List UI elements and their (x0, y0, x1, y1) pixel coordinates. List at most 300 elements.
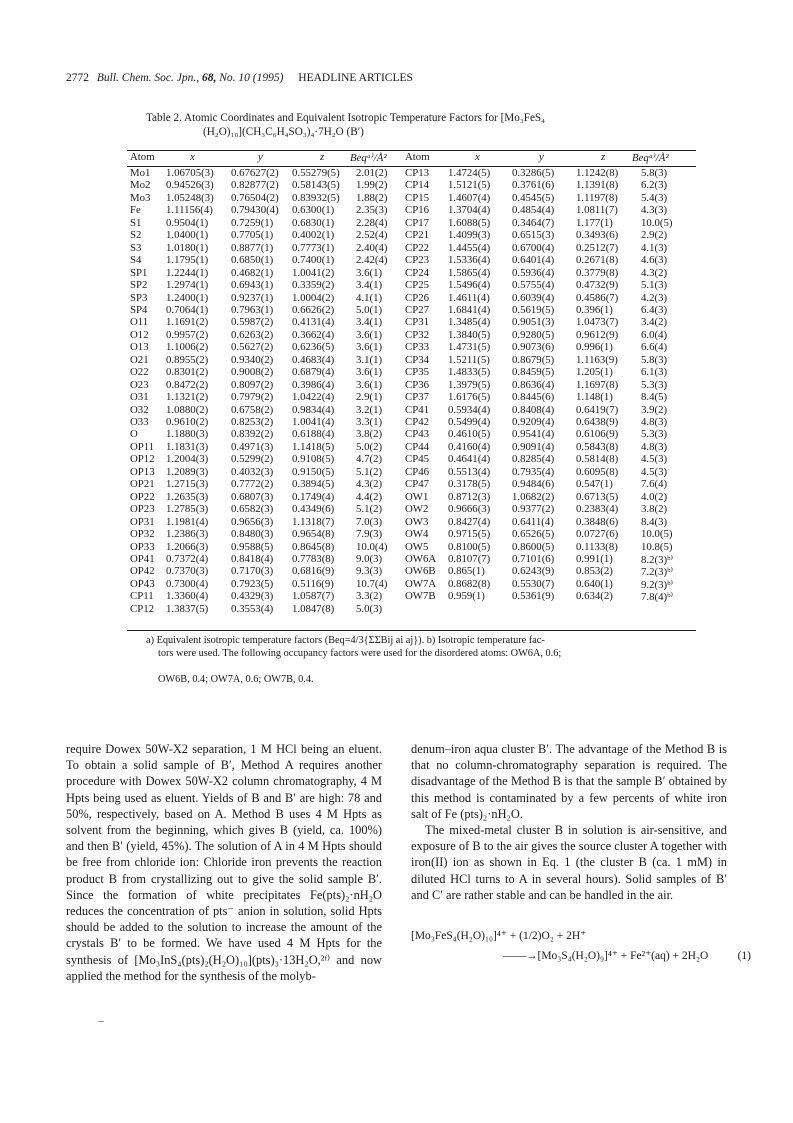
cell-x-2: 1.5496(4) (448, 279, 491, 292)
cell-y: 0.9008(2) (231, 366, 274, 379)
cell-y-2: 0.8636(4) (512, 378, 555, 391)
cell-beq: 3.3(1) (356, 416, 383, 428)
cell-y: 0.79430(4) (231, 204, 279, 217)
cell-x-2: 0.8107(7) (448, 552, 491, 565)
cell-beq: 3.3(2) (356, 590, 383, 603)
cell-atom-2: CP33 (405, 341, 430, 354)
cell-y-2: 0.8600(5) (512, 540, 555, 553)
cell-beq-2: 5.8(3) (641, 353, 668, 366)
cell-z-2: 0.3848(6) (576, 515, 619, 528)
cell-y: 0.76504(2) (231, 191, 279, 204)
cell-beq: 4.3(2) (356, 478, 383, 491)
cell-z-2: 1.1391(8) (576, 179, 619, 192)
cell-beq: 10.0(4) (356, 540, 388, 553)
cell-atom-2: OW6B (405, 565, 436, 578)
cell-z: 1.0041(4) (292, 416, 335, 428)
equation-line1: [Mo₃FeS₄(H₂O)₁₀]⁴⁺ + (1/2)O₂ + 2H⁺ (411, 930, 587, 942)
cell-atom: Mo1 (130, 167, 151, 179)
cell-beq: 10.7(4) (356, 577, 388, 590)
cell-y-2: 0.7101(6) (512, 552, 555, 565)
col-header-y: y (258, 151, 263, 163)
col-header-y-2: y (539, 151, 544, 163)
cell-x: 1.2785(3) (166, 503, 209, 516)
cell-beq-2: 8.4(3) (641, 515, 668, 528)
cell-beq: 2.28(4) (356, 216, 388, 229)
cell-x: 0.8955(2) (166, 353, 209, 366)
cell-x-2: 0.959(1) (448, 590, 485, 603)
cell-x-2: 1.5865(4) (448, 266, 491, 279)
cell-y: 0.3553(4) (231, 602, 274, 615)
cell-beq-2: 6.0(4) (641, 328, 668, 341)
cell-atom-2: CP46 (405, 465, 430, 478)
cell-y: 0.7923(5) (231, 577, 274, 590)
cell-y-2: 0.3464(7) (512, 216, 555, 229)
cell-beq-2: 3.4(2) (641, 316, 668, 329)
cell-beq-2: 5.8(3) (641, 167, 668, 179)
cell-beq: 3.2(1) (356, 403, 383, 416)
cell-y-2: 0.8285(4) (512, 453, 555, 466)
cell-x-2: 0.9666(3) (448, 503, 491, 516)
cell-x-2: 0.5513(4) (448, 465, 491, 478)
cell-beq: 3.4(1) (356, 316, 383, 329)
cell-z: 0.7400(1) (292, 254, 335, 267)
cell-z-2: 0.640(1) (576, 577, 613, 590)
cell-atom: OP32 (130, 528, 155, 541)
cell-x: 0.8472(2) (166, 378, 209, 391)
cell-x: 1.2386(3) (166, 528, 209, 541)
cell-z: 0.83932(5) (292, 191, 340, 204)
right-paragraph-2: The mixed-metal cluster B in solution is air-sensitive, and exposure of B to the air gives the source cluster A together with iron(II) ion as shown in Eq. 1 (the cluster B (ca. 1 mM) in diluted HCl turns to A in several hours). Solid samples of B′ and C′ are rather stable and can be handled in the air. (411, 823, 727, 902)
cell-atom: OP41 (130, 552, 155, 565)
cell-x: 1.2004(3) (166, 453, 209, 466)
cell-beq-2: 5.4(3) (641, 191, 668, 204)
cell-atom: OP23 (130, 503, 155, 516)
cell-y: 0.4032(3) (231, 465, 274, 478)
cell-y-2: 0.6243(9) (512, 565, 555, 578)
cell-y: 0.9340(2) (231, 353, 274, 366)
body-left-column (66, 741, 382, 984)
cell-beq: 5.0(2) (356, 440, 383, 453)
cell-y-2: 0.5530(7) (512, 577, 555, 590)
cell-beq: 1.88(2) (356, 191, 388, 204)
cell-atom: Fe (130, 204, 141, 217)
cell-atom: OP22 (130, 490, 155, 503)
cell-x-2: 1.6841(4) (448, 303, 491, 316)
cell-x-2: 1.4099(3) (448, 229, 491, 242)
cell-z: 0.58143(5) (292, 179, 340, 192)
cell-y-2: 0.6401(4) (512, 254, 555, 267)
cell-z: 1.0041(2) (292, 266, 335, 279)
cell-beq-2: 4.8(3) (641, 416, 668, 428)
col-header-beq-2: Beqᵃ⁾/Å² (632, 152, 669, 164)
cell-atom: Mo2 (130, 179, 151, 192)
cell-z: 0.9150(5) (292, 465, 335, 478)
cell-z-2: 0.2512(7) (576, 241, 619, 254)
cell-y-2: 0.5619(5) (512, 303, 555, 316)
cell-z-2: 0.396(1) (576, 303, 613, 316)
col-header-x: x (190, 151, 195, 163)
cell-atom-2: CP22 (405, 241, 430, 254)
cell-x: 1.0400(1) (166, 229, 209, 242)
equation-1 (411, 926, 751, 966)
cell-z: 0.9834(4) (292, 403, 335, 416)
cell-x: 1.0180(1) (166, 241, 209, 254)
cell-z-2: 0.4732(9) (576, 279, 619, 292)
cell-y-2: 0.8408(4) (512, 403, 555, 416)
cell-beq: 2.01(2) (356, 167, 388, 179)
cell-z: 0.6879(4) (292, 366, 335, 379)
cell-x-2: 1.3840(5) (448, 328, 491, 341)
cell-y-2: 0.5361(9) (512, 590, 555, 603)
cell-atom: O32 (130, 403, 149, 416)
cell-y: 0.8877(1) (231, 241, 274, 254)
cell-atom: Mo3 (130, 191, 151, 204)
cell-atom: OP13 (130, 465, 155, 478)
cell-z: 1.0587(7) (292, 590, 335, 603)
cell-x: 1.2089(3) (166, 465, 209, 478)
cell-beq: 4.4(2) (356, 490, 383, 503)
cell-x: 1.1981(4) (166, 515, 209, 528)
cell-atom-2: CP45 (405, 453, 430, 466)
cell-z: 0.4683(4) (292, 353, 335, 366)
cell-beq-2: 6.2(3) (641, 179, 668, 192)
cell-y: 0.6807(3) (231, 490, 274, 503)
cell-z-2: 0.0727(6) (576, 528, 619, 541)
cell-z: 0.5116(9) (292, 577, 334, 590)
cell-atom-2: CP16 (405, 204, 430, 217)
cell-y: 0.6263(2) (231, 328, 274, 341)
cell-x: 0.9957(2) (166, 328, 209, 341)
equation-line2: ——→[Mo₃S₄(H₂O)₉]⁴⁺ + Fe²⁺(aq) + 2H₂O (503, 950, 709, 962)
cell-z: 0.3894(5) (292, 478, 335, 491)
col-header-beq: Beqᵃ⁾/Å² (350, 152, 387, 164)
cell-y: 0.82877(2) (231, 179, 279, 192)
cell-beq-2: 9.2(3)ᵇ⁾ (641, 578, 674, 591)
cell-beq-2: 4.3(3) (641, 204, 668, 217)
cell-x-2: 0.865(1) (448, 565, 485, 578)
cell-x-2: 1.6176(5) (448, 391, 491, 404)
cell-y-2: 0.7935(4) (512, 465, 555, 478)
cell-atom-2: OW7A (405, 577, 437, 590)
cell-z: 0.7773(1) (292, 241, 335, 254)
cell-x-2: 1.5211(5) (448, 353, 490, 366)
cell-z-2: 0.6095(8) (576, 465, 619, 478)
cell-x: 1.05248(3) (166, 191, 214, 204)
cell-x-2: 0.4160(4) (448, 440, 491, 453)
cell-x: 0.7370(3) (166, 565, 209, 578)
cell-beq: 3.6(1) (356, 266, 383, 279)
cell-x-2: 1.3485(4) (448, 316, 491, 329)
cell-y: 0.7772(2) (231, 478, 274, 491)
cell-z: 0.1749(4) (292, 490, 335, 503)
footnote-line3: OW6B, 0.4; OW7A, 0.6; OW7B, 0.4. (158, 674, 314, 685)
cell-atom-2: CP36 (405, 378, 430, 391)
cell-z: 0.3359(2) (292, 279, 335, 292)
cell-z-2: 0.6438(9) (576, 416, 619, 428)
cell-beq-2: 4.2(3) (641, 291, 668, 304)
cell-atom: O23 (130, 378, 149, 391)
cell-z: 0.6300(1) (292, 204, 335, 217)
cell-y-2: 0.9073(6) (512, 341, 555, 354)
journal-volume: 68, (201, 72, 217, 84)
cell-y-2: 0.9209(4) (512, 416, 555, 428)
cell-beq: 3.6(1) (356, 378, 383, 391)
cell-z-2: 0.3493(6) (576, 229, 619, 242)
cell-beq: 5.0(3) (356, 602, 383, 615)
cell-beq-2: 2.9(2) (641, 229, 668, 242)
cell-beq: 7.0(3) (356, 515, 383, 528)
cell-x-2: 1.5336(4) (448, 254, 491, 267)
cell-y: 0.5299(2) (231, 453, 274, 466)
cell-beq: 3.6(1) (356, 366, 383, 379)
cell-y: 0.8418(4) (231, 552, 274, 565)
right-paragraph-1: denum–iron aqua cluster B′. The advantage of the Method B is that no column-chromatography separation is required. The disadvantage of the Method B is that the sample B′ obtained by this method is contaminated by a few percents of white iron salt of Fe (pts)₂·nH₂O. (411, 742, 727, 821)
cell-y-2: 0.5755(4) (512, 279, 555, 292)
cell-x: 1.0880(2) (166, 403, 209, 416)
cell-z-2: 1.1242(8) (576, 167, 619, 179)
cell-x-2: 1.6088(5) (448, 216, 491, 229)
cell-beq-2: 4.1(3) (641, 241, 668, 254)
table-bottom-rule (127, 630, 696, 631)
cell-x: 0.8301(2) (166, 366, 209, 379)
cell-atom: S4 (130, 254, 142, 267)
cell-beq: 2.35(3) (356, 204, 388, 217)
cell-z-2: 1.177(1) (576, 216, 613, 229)
cell-atom: SP3 (130, 291, 148, 304)
cell-atom: S1 (130, 216, 142, 229)
cell-x: 1.1006(2) (166, 341, 209, 354)
cell-x-2: 1.5121(5) (448, 179, 491, 192)
cell-beq-2: 10.0(5) (641, 216, 673, 229)
cell-x: 1.3837(5) (166, 602, 209, 615)
cell-atom-2: CP43 (405, 428, 430, 441)
table-caption (146, 111, 706, 139)
cell-beq-2: 4.8(3) (641, 440, 668, 453)
cell-y-2: 0.8679(5) (512, 353, 555, 366)
cell-beq-2: 10.8(5) (641, 540, 673, 553)
cell-atom: SP2 (130, 279, 148, 292)
cell-atom-2: CP26 (405, 291, 430, 304)
cell-beq: 2.52(4) (356, 229, 388, 242)
cell-beq: 3.4(1) (356, 279, 383, 292)
cell-beq-2: 3.9(2) (641, 403, 668, 416)
cell-beq-2: 6.1(3) (641, 366, 668, 379)
cell-atom: S3 (130, 241, 142, 254)
cell-atom: O21 (130, 353, 149, 366)
cell-z: 0.4131(4) (292, 316, 335, 329)
cell-atom-2: CP35 (405, 366, 430, 379)
cell-x-2: 1.3704(4) (448, 204, 491, 217)
cell-x-2: 1.3979(5) (448, 378, 491, 391)
cell-x: 1.1691(2) (166, 316, 209, 329)
cell-y: 0.7705(1) (231, 229, 274, 242)
cell-z-2: 1.1197(8) (576, 191, 618, 204)
running-header (66, 72, 413, 84)
cell-atom-2: CP23 (405, 254, 430, 267)
cell-atom-2: CP34 (405, 353, 430, 366)
cell-beq-2: 7.6(4) (641, 478, 668, 491)
margin-mark (98, 1021, 104, 1022)
cell-atom-2: CP42 (405, 416, 430, 428)
col-header-atom: Atom (130, 151, 155, 163)
cell-y-2: 0.6515(3) (512, 229, 555, 242)
cell-beq: 5.0(1) (356, 303, 383, 316)
cell-x: 1.11156(4) (166, 204, 213, 217)
col-header-z-2: z (601, 151, 606, 163)
cell-z-2: 0.547(1) (576, 478, 613, 491)
cell-y: 0.67627(2) (231, 167, 279, 179)
cell-y-2: 0.9484(6) (512, 478, 555, 491)
cell-atom-2: CP15 (405, 191, 430, 204)
cell-y: 0.6582(3) (231, 503, 274, 516)
body-right-column (411, 741, 727, 903)
cell-atom: CP11 (130, 590, 154, 603)
cell-x-2: 1.4611(4) (448, 291, 490, 304)
cell-z: 0.6236(5) (292, 341, 335, 354)
cell-y: 0.5987(2) (231, 316, 274, 329)
cell-atom: O33 (130, 416, 149, 428)
cell-x: 1.1321(2) (166, 391, 209, 404)
cell-z-2: 0.5843(8) (576, 440, 619, 453)
cell-z: 0.4002(1) (292, 229, 335, 242)
cell-beq: 5.1(2) (356, 503, 383, 516)
cell-atom: OP11 (130, 440, 155, 453)
cell-z: 0.8645(8) (292, 540, 335, 553)
cell-x-2: 0.8427(4) (448, 515, 491, 528)
cell-x: 0.94526(3) (166, 179, 214, 192)
cell-atom-2: CP47 (405, 478, 430, 491)
cell-atom-2: CP27 (405, 303, 430, 316)
cell-y: 0.5627(2) (231, 341, 274, 354)
cell-z-2: 0.853(2) (576, 565, 613, 578)
cell-y: 0.8253(2) (231, 416, 274, 428)
cell-x: 1.1795(1) (166, 254, 209, 267)
cell-y-2: 0.6039(4) (512, 291, 555, 304)
cell-x: 1.3360(4) (166, 590, 209, 603)
cell-beq: 3.6(1) (356, 341, 383, 354)
cell-x: 1.1880(3) (166, 428, 209, 441)
cell-z-2: 1.0473(7) (576, 316, 619, 329)
cell-atom-2: OW1 (405, 490, 429, 503)
cell-beq-2: 4.5(3) (641, 453, 668, 466)
cell-z-2: 1.1697(8) (576, 378, 619, 391)
cell-z: 0.6626(2) (292, 303, 335, 316)
cell-y-2: 0.5936(4) (512, 266, 555, 279)
cell-beq: 5.1(2) (356, 465, 383, 478)
cell-y-2: 0.6526(5) (512, 528, 555, 541)
cell-y: 0.4682(1) (231, 266, 274, 279)
cell-beq: 2.40(4) (356, 241, 388, 254)
cell-y: 0.9588(5) (231, 540, 274, 553)
cell-z: 0.4349(6) (292, 503, 335, 516)
cell-x-2: 0.8682(8) (448, 577, 491, 590)
cell-x: 0.9504(1) (166, 216, 209, 229)
cell-x-2: 1.4724(5) (448, 167, 491, 179)
cell-y-2: 0.9377(2) (512, 503, 555, 516)
cell-beq: 4.1(1) (356, 291, 383, 304)
cell-atom-2: CP25 (405, 279, 430, 292)
cell-x: 1.2715(3) (166, 478, 209, 491)
cell-y: 0.8480(3) (231, 528, 274, 541)
cell-z-2: 0.3779(8) (576, 266, 619, 279)
cell-z-2: 0.9612(9) (576, 328, 619, 341)
cell-atom-2: CP24 (405, 266, 430, 279)
col-header-atom-2: Atom (405, 151, 430, 163)
cell-x-2: 0.5934(4) (448, 403, 491, 416)
cell-atom-2: CP31 (405, 316, 430, 329)
cell-beq-2: 5.1(3) (641, 279, 668, 292)
cell-x: 0.7064(1) (166, 303, 209, 316)
cell-y: 0.8097(2) (231, 378, 274, 391)
cell-atom-2: OW7B (405, 590, 436, 603)
cell-z: 1.0004(2) (292, 291, 335, 304)
cell-y: 0.4329(3) (231, 590, 274, 603)
cell-atom: OP31 (130, 515, 155, 528)
cell-atom: OP21 (130, 478, 155, 491)
cell-y-2: 0.3286(5) (512, 167, 555, 179)
cell-beq-2: 8.4(5) (641, 391, 668, 404)
cell-y-2: 0.9051(3) (512, 316, 555, 329)
cell-beq-2: 10.0(5) (641, 528, 673, 541)
cell-y-2: 0.9280(5) (512, 328, 555, 341)
cell-z-2: 1.0811(7) (576, 204, 618, 217)
cell-atom: O11 (130, 316, 149, 329)
cell-y-2: 0.6411(4) (512, 515, 554, 528)
col-header-z: z (320, 151, 325, 163)
page-number: 2772 (66, 72, 89, 84)
cell-z-2: 1.148(1) (576, 391, 613, 404)
cell-x-2: 1.4607(4) (448, 191, 491, 204)
cell-atom-2: OW4 (405, 528, 429, 541)
cell-z: 0.6816(9) (292, 565, 335, 578)
cell-z: 0.9108(5) (292, 453, 335, 466)
cell-beq-2: 8.2(3)ᵇ⁾ (641, 553, 674, 566)
cell-beq-2: 7.2(3)ᵇ⁾ (641, 566, 674, 579)
journal-name: Bull. Chem. Soc. Jpn., (96, 72, 200, 84)
cell-y: 0.7979(2) (231, 391, 274, 404)
cell-beq: 1.99(2) (356, 179, 388, 192)
cell-atom: SP4 (130, 303, 148, 316)
cell-x: 1.2974(1) (166, 279, 209, 292)
cell-z-2: 0.2671(8) (576, 254, 619, 267)
cell-atom-2: CP21 (405, 229, 430, 242)
cell-atom-2: CP37 (405, 391, 430, 404)
col-header-x-2: x (475, 151, 480, 163)
cell-y-2: 0.4854(4) (512, 204, 555, 217)
cell-z-2: 0.996(1) (576, 341, 613, 354)
cell-beq-2: 4.5(3) (641, 465, 668, 478)
cell-atom-2: CP14 (405, 179, 430, 192)
cell-y: 0.4971(3) (231, 440, 274, 453)
cell-atom: O31 (130, 391, 149, 404)
cell-x: 1.2244(1) (166, 266, 209, 279)
cell-z-2: 1.205(1) (576, 366, 613, 379)
cell-z: 0.55279(5) (292, 167, 340, 179)
cell-y-2: 0.9091(4) (512, 440, 555, 453)
cell-atom-2: OW2 (405, 503, 429, 516)
cell-z: 1.1318(7) (292, 515, 335, 528)
cell-z-2: 0.634(2) (576, 590, 613, 603)
cell-z: 0.6830(1) (292, 216, 335, 229)
cell-beq: 3.1(1) (356, 353, 383, 366)
cell-x-2: 0.4641(4) (448, 453, 491, 466)
cell-x-2: 0.8712(3) (448, 490, 491, 503)
cell-atom-2: OW5 (405, 540, 429, 553)
cell-atom: O12 (130, 328, 149, 341)
cell-x-2: 0.8100(5) (448, 540, 491, 553)
cell-atom: S2 (130, 229, 142, 242)
cell-y: 0.6850(1) (231, 254, 274, 267)
